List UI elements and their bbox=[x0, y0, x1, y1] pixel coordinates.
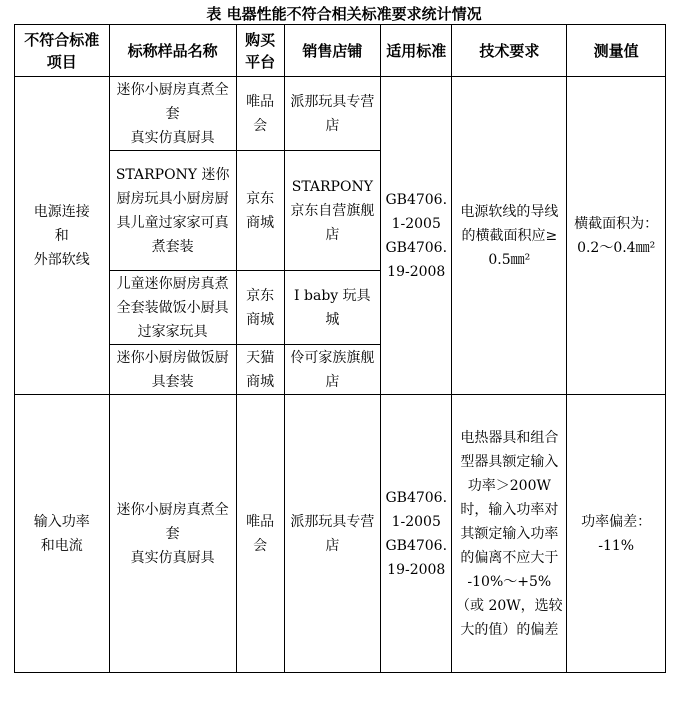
platform-cell: 天猫商城 bbox=[236, 345, 284, 395]
item-cell: 输入功率 和电流 bbox=[15, 395, 110, 673]
noncompliance-table bbox=[14, 24, 666, 673]
header-product-name: 标称样品名称 bbox=[109, 25, 236, 77]
item-cell: 电源连接 和 外部软线 bbox=[15, 77, 110, 395]
platform-cell: 京东商城 bbox=[236, 151, 284, 271]
store-cell: STARPONY京东自营旗舰店 bbox=[284, 151, 381, 271]
table-row bbox=[15, 395, 666, 673]
store-cell: 派那玩具专营店 bbox=[284, 77, 381, 151]
header-measured: 测量值 bbox=[567, 25, 666, 77]
requirement-cell: 电源软线的导线的横截面积应≥0.5㎜² bbox=[452, 77, 567, 395]
header-store: 销售店铺 bbox=[284, 25, 381, 77]
product-name-cell: 迷你小厨房做饭厨具套装 bbox=[109, 345, 236, 395]
product-name-cell: STARPONY 迷你厨房玩具小厨房厨具儿童过家家可真煮套装 bbox=[109, 151, 236, 271]
header-standard: 适用标准 bbox=[381, 25, 452, 77]
header-requirement: 技术要求 bbox=[452, 25, 567, 77]
platform-cell: 京东商城 bbox=[236, 271, 284, 345]
header-row bbox=[15, 25, 666, 77]
standard-cell: GB4706.1-2005 GB4706.19-2008 bbox=[381, 77, 452, 395]
store-cell: 伶可家族旗舰店 bbox=[284, 345, 381, 395]
standard-cell: GB4706.1-2005 GB4706.19-2008 bbox=[381, 395, 452, 673]
store-cell: I baby 玩具城 bbox=[284, 271, 381, 345]
product-name-cell: 儿童迷你厨房真煮全套装做饭小厨具过家家玩具 bbox=[109, 271, 236, 345]
requirement-cell: 电热器具和组合型器具额定输入功率＞200W 时，输入功率对其额定输入功率的偏离不应大于 -10%～+5% （或 20W，选较大的值）的偏差 bbox=[452, 395, 567, 673]
product-name-cell: 迷你小厨房真煮全套 真实仿真厨具 bbox=[109, 395, 236, 673]
platform-cell: 唯品会 bbox=[236, 395, 284, 673]
platform-cell: 唯品会 bbox=[236, 77, 284, 151]
measured-cell: 功率偏差： -11% bbox=[567, 395, 666, 673]
table-row bbox=[15, 77, 666, 151]
table-caption: 表 电器性能不符合相关标准要求统计情况 bbox=[206, 5, 482, 23]
measured-cell: 横截面积为：0.2～0.4㎜² bbox=[567, 77, 666, 395]
product-name-cell: 迷你小厨房真煮全套 真实仿真厨具 bbox=[109, 77, 236, 151]
header-platform: 购买平台 bbox=[236, 25, 284, 77]
header-item: 不符合标准项目 bbox=[15, 25, 110, 77]
store-cell: 派那玩具专营店 bbox=[284, 395, 381, 673]
